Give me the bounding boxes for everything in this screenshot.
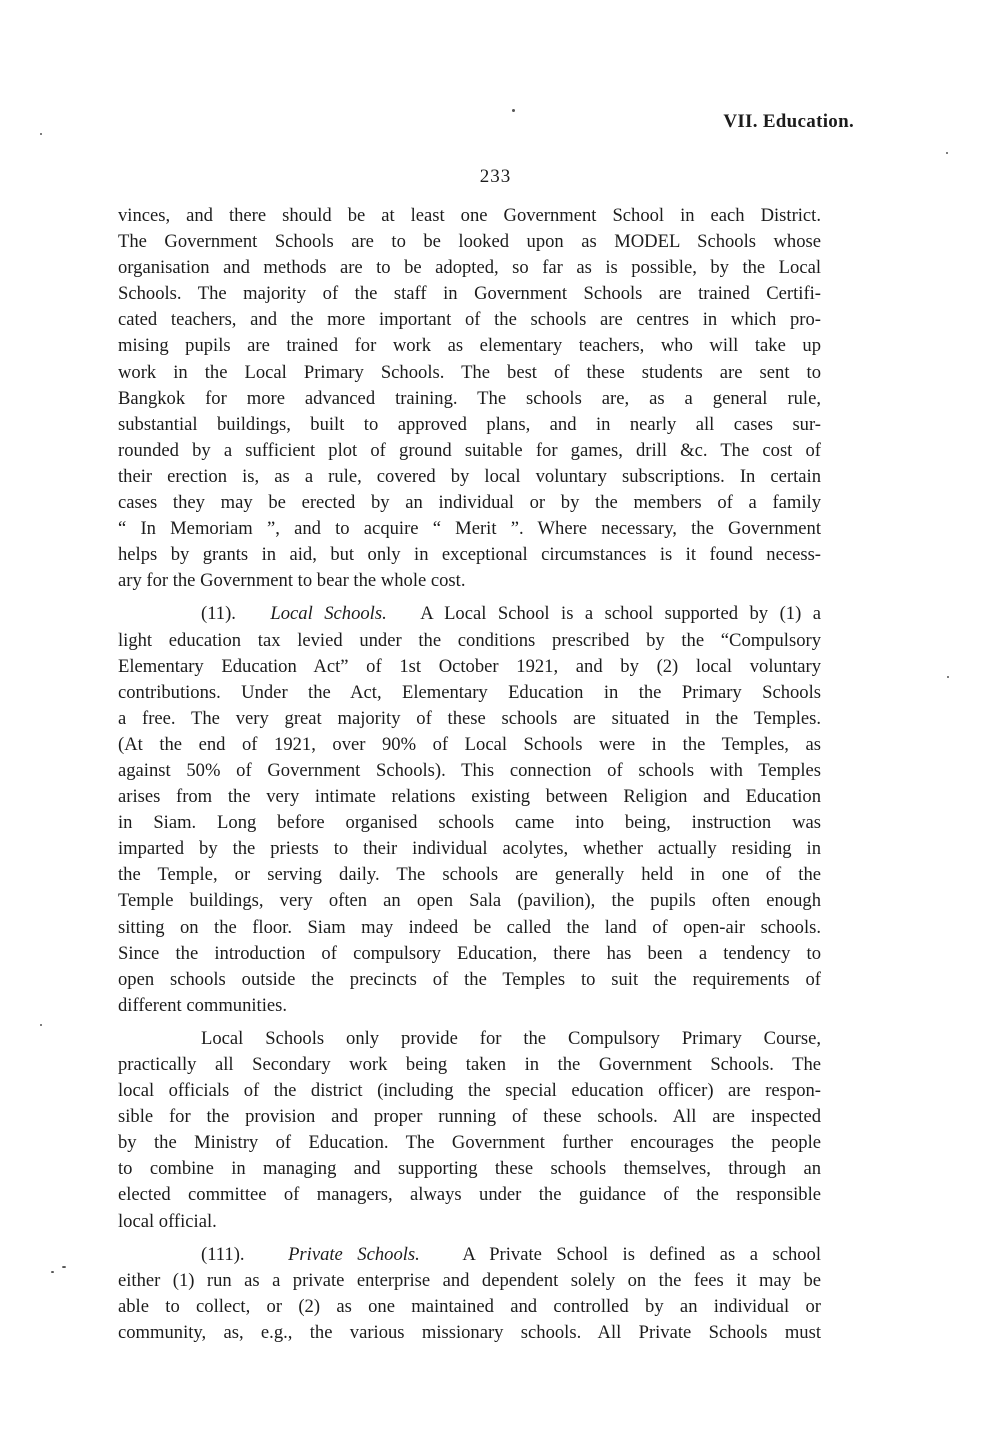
text-line: a free. The very great majority of these schools are situated in the Temples. — [118, 707, 821, 729]
text-line: vinces, and there should be at least one Government School in each District. — [118, 205, 821, 226]
text-line: to combine in managing and supporting these schools themselves, through an — [118, 1158, 821, 1180]
text-line: work in the Local Primary Schools. The best of these students are sent to — [118, 361, 821, 383]
text-line: Since the introduction of compulsory Education, there has been a tendency to — [118, 942, 821, 964]
text-line: A Local School is a school supported by (1) a — [420, 603, 822, 625]
text-line: Schools. The majority of the staff in Government Schools are trained Certifi- — [118, 283, 821, 305]
section-first-line — [118, 1242, 821, 1268]
text-line: by the Ministry of Education. The Government further encourages the people — [118, 1132, 821, 1154]
text-line: community, as, e.g., the various missionary schools. All Private Schools must — [118, 1321, 821, 1343]
section-heading: Local Schools. — [270, 603, 387, 625]
text-line: local official. — [118, 1210, 217, 1232]
text-line: arises from the very intimate relations existing between Religion and Education — [118, 786, 821, 808]
text-line: either (1) run as a private enterprise and dependent solely on the fees it may be — [118, 1269, 821, 1291]
scan-speck — [51, 1271, 54, 1273]
text-line: rounded by a sufficient plot of ground suitable for games, drill &c. The cost of — [118, 439, 821, 461]
text-line: local officials of the district (including the special education officer) are respon- — [118, 1080, 821, 1102]
scan-speck — [946, 152, 948, 154]
scan-speck — [512, 109, 515, 112]
text-line: in Siam. Long before organised schools came into being, instruction was — [118, 812, 821, 834]
text-line: imparted by the priests to their individual acolytes, whether actually residing in — [118, 838, 821, 860]
text-line: different communities. — [118, 994, 288, 1016]
text-line: sitting on the floor. Siam may indeed be called the land of open-air schools. — [118, 916, 821, 938]
section-number: (11). — [201, 603, 236, 625]
text-line: against 50% of Government Schools). This connection of schools with Temples — [118, 759, 821, 781]
text-line: elected committee of managers, always under the guidance of the responsible — [118, 1184, 821, 1206]
text-line: (At the end of 1921, over 90% of Local Schools were in the Temples, as — [118, 733, 821, 755]
text-line: Local Schools only provide for the Compulsory Primary Course, — [201, 1027, 821, 1049]
text-line: open schools outside the precincts of the Temples to suit the requirements of — [118, 968, 821, 990]
paragraph-local-schools — [118, 601, 821, 1019]
paragraph-continuation — [118, 203, 821, 594]
text-line: The Government Schools are to be looked upon as MODEL Schools whose — [118, 231, 821, 253]
running-head: VII. Education. — [723, 111, 854, 132]
text-line: Bangkok for more advanced training. The schools are, as a general rule, — [118, 387, 821, 409]
scan-speck — [947, 676, 949, 678]
text-line: cated teachers, and the more important of the schools are centres in which pro- — [118, 309, 821, 331]
text-line: light education tax levied under the conditions prescribed by the “Compulsory — [118, 629, 821, 651]
text-line: substantial buildings, built to approved plans, and in nearly all cases sur- — [118, 413, 821, 435]
text-line: sible for the provision and proper running of these schools. All are inspected — [118, 1106, 821, 1128]
scan-speck — [62, 1266, 66, 1268]
text-line: practically all Secondary work being taken in the Government Schools. The — [118, 1054, 821, 1075]
text-line: A Private School is defined as a school — [462, 1243, 822, 1265]
text-line: “ In Memoriam ”, and to acquire “ Merit ”. Where necessary, the Government — [118, 518, 821, 540]
scan-speck — [40, 133, 42, 135]
text-line: contributions. Under the Act, Elementary Education in the Primary Schools — [118, 681, 821, 703]
text-line: Temple buildings, very often an open Sala (pavilion), the pupils often enough — [118, 890, 821, 912]
page-number: 233 — [479, 166, 512, 187]
scan-speck — [40, 1024, 42, 1026]
text-line: cases they may be erected by an individual or by the members of a family — [118, 492, 821, 514]
section-number: (111). — [201, 1243, 245, 1265]
text-line: organisation and methods are to be adopted, so far as is possible, by the Local — [118, 257, 821, 279]
section-heading: Private Schools. — [288, 1243, 420, 1265]
text-line: the Temple, or serving daily. The schools are generally held in one of the — [118, 864, 821, 886]
text-line: helps by grants in aid, but only in exceptional circumstances is it found necess- — [118, 544, 821, 566]
body-text — [118, 203, 821, 1346]
text-line: able to collect, or (2) as one maintained and controlled by an individual or — [118, 1295, 821, 1317]
section-first-line — [118, 601, 821, 627]
paragraph-local-schools-continued — [118, 1026, 821, 1235]
text-line: mising pupils are trained for work as elementary teachers, who will take up — [118, 335, 821, 357]
text-line: their erection is, as a rule, covered by local voluntary subscriptions. In certain — [118, 465, 821, 487]
text-line: ary for the Government to bear the whole cost. — [118, 570, 466, 592]
text-line: Elementary Education Act” of 1st October 1921, and by (2) local voluntary — [118, 655, 821, 677]
paragraph-private-schools — [118, 1242, 821, 1346]
